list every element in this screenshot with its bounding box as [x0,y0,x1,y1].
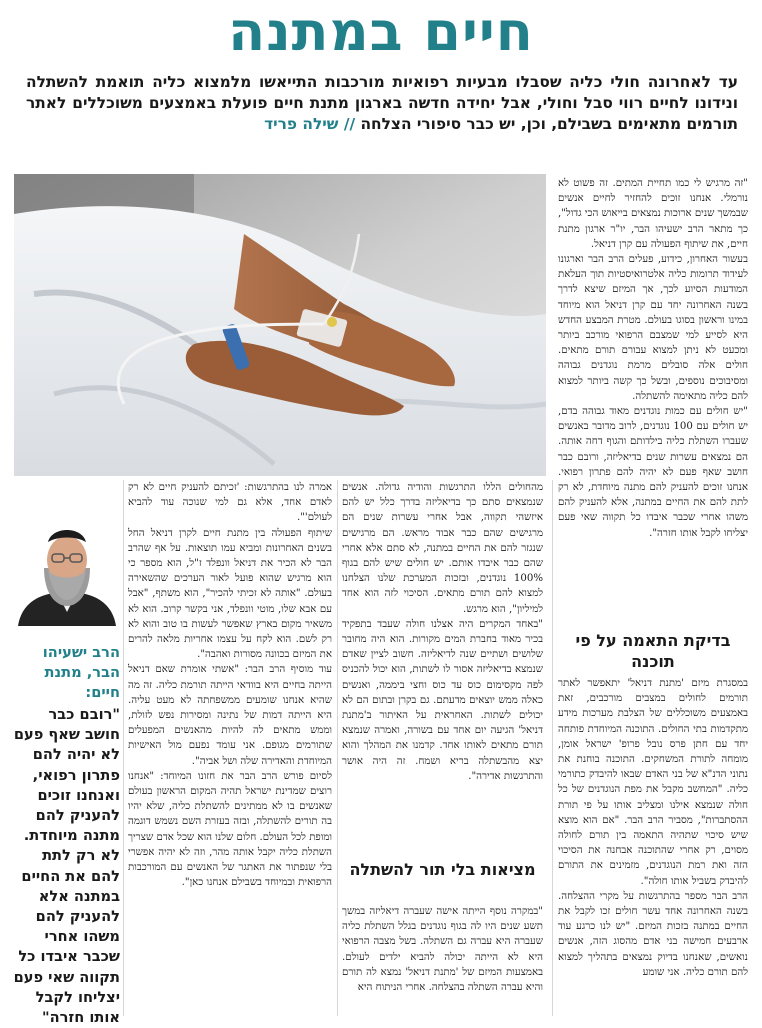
hospital-hand-iv-photo [14,174,546,476]
column-divider-1 [552,480,553,1016]
middle-paragraph-1: מהחולים הללו התרגשות והודיה גדולה. אנשים שנמצאים סתם כך בדיאליזה בדרך כלל יש להם איזשהי תקווה, אבל אחרי עשרות שנים הם מרגישים שהם כבר אבוד מראש. הם מרגישים שנגזר להם את החיים במתנה, לא סתם אלא אחרי שהם כבר איבדו אותם. יש חולים שיש להם בגוף 100% נוגדנים, ובזכות המערכת שלנו הצלחנו למצוא להם תורם מתאים. הסיכוי לזה הוא אחד למיליון", הוא מרגש. [342,482,543,615]
right-paragraph-3: "יש חולים עם כמות נוגדנים מאוד גבוהה בדם, יש חולים עם 100 נוגדנים, לרוב מדובר באנשים שעברו השתלת כליה בילדותם והגוף דחה אותה. הם נמצאים עשרות שנים בדיאליזה, ורובם כבר חושב שאף פעם לא יהיה להם פתרון רפואי. אנחנו זוכים להעניק להם מתנה מיוחדת, לא רק לתת להם את החיים במתנה, אלא להעניק להם משהו אחרי שכבר איבדו כל תקווה שאי פעם יצליחו לקבל אותו חזרה". [558,406,748,539]
rabbi-portrait-photo [14,508,120,626]
right-column-bottom [558,676,748,1016]
left-paragraph-3: עוד מוסיף הרב הבר: "אשתי אומרת שאם דניאל הייתה בחיים היא בוודאי הייתה תורמת כליה. זה מה שהיא אנחנו שומעים ממשפחתה לא מעט עליה. היא הייתה דמות של נתינה ומסירות נפש לזולת, וממש מתאים לה להיות מהאנשים המפעלים שתורמים מגופם. אני עומד נפעם מול האישיות המיוחדת והאדירה שלה ושל אביה". [128,664,332,767]
right-paragraph-5: הרב הבר מספר בהתרגשות על מקרי ההצלחה. בשנה האחרונה אחד עשר חולים זכו לקבל את החיים במתנה בזכות המיזם. "יש לנו כרגע עוד ארבעים חמישה בני אדם מהסוג הזה, אנשים נואשים, שאנחנו בדיוק נמצאים בתהליך למצוא להם תורם כליה. אני שומע [558,890,748,978]
column-divider-3 [123,480,124,1016]
middle-column-top [342,480,543,846]
left-column [128,480,332,1016]
right-paragraph-2: בעשור האחרון, כידוע, פעלים הרב הבר וארגונו לעידוד תרומות כליה אלטרואיסטיות תוך העלאת המודעות הסיוע לכך, אך המיזם שיצא לדרך בשנה האחרונה יחד עם קרן דניאל הוא מיוחד במינו וראשון בסוגו בעולם. מטרת המבצע החדש היא לסייע למי שמצבם הרפואי מורכב ביותר ומכעט לא ניתן למצוא עבורם תורם מתאים. חולים אלה סובלים מרמת נוגדנים גבוהה ומסיבוכים נוספים, ובשל כך קשה ביותר למצוא להם כליה מתאימה להשתלה. [558,254,748,402]
photo-illustration [14,174,546,476]
portrait-illustration [14,508,120,626]
byline: // שילה פריד [264,115,356,133]
subhead-no-waiting-list: מציאות בלי תור להשתלה [349,860,536,879]
column-divider-2 [337,480,338,1016]
article-lead [26,72,738,135]
quote-speaker-name: הרב ישעיהו הבר, מתנת חיים: [42,644,120,701]
article-title: חיים במתנה [228,0,534,63]
left-paragraph-2: שיתוף הפעולה בין מתנת חיים לקרן דניאל החל בשנים האחרונות ומביא עמו תוצאות. על אף שהרב הבר לא הכיר את דניאל וונפלד ז"ל, הוא מספר כי הוא מרגיש שהוא פועל לאור הערכים שהשאירה בעולם. "אותה לא זכיתי להכיר", הוא משתף, "אבל עם אבא שלו, מוטי וונפלד, אני בקשר קרוב. הוא לא משאיר מקום בארץ שאפשר לעשות בו טוב והוא לא רק לשם. הוא לקח על עצמו אחריות מלאה להרים את המיזם בכוונה מסורות ואהבה". [128,527,332,661]
iv-port [327,317,337,327]
left-paragraph-4: לסיום פורש הרב הבר את חזונו המיוחד: "אנחנו רוצים שמדינת ישראל תהיה המקום הראשון בעולם שאנשים בו לא ממתינים להשתלת כליה, שלא יהיו בה תורים להשתלה, ובזה בעזרת השם נשמש דוגמה ומופת לכל העולם. חלום שלנו הוא שכל אדם שצריך השתלת כליה יקבל אותה מהר, וזה לא יהיה אפשרי בלי שנפתור את האתגר של האנשים עם המורכבות הרפואית ובמיוחד בשבילם אנחנו כאן". [128,770,332,889]
pull-quote: "רובם כבר חושב שאף פעם לא יהיה להם פתרון רפואי, ואנחנו זוכים להעניק להם מתנה מיוחדת. לא רק לתת להם את החיים במתנה אלא להעניק להם משהו אחרי שכבר איבדו כל תקווה שאי פעם יצליחו לקבל אותו חזרה" [13,706,120,1027]
right-paragraph-4: במסגרת מיזם 'מתנת דניאל' יתאפשר לאתר תורמים לחולים במצבים מורכבים, זאת באמצעים משוכללים של הצלבת מערכות מידע מתקדמות בתי החולים. התוכנה המיוחדת פותחה יחד עם חתן פרס נובל פרופ' ישראל אומן, מומחה לתורת המשחקים. התוכנה בוחנת את נתוני הדנ"א של בני האדם שבאו להיבדק כתורמי כליה. "המחשב מקבל את מפת הנוגדנים של כל חולה שנמצא אילנו ומצליב אותו על פי תורת ההסתברות", מסביר הרב הבר. "אם הוא מוצא שיש סיכוי שתהיה התאמה בין תורם לחולה מסוים, רק אחרי שהתוכנה אבחנה את הסיכוי הזה ואת רמת הנוגדנים, מזמינים את התורם להיבדק בשביל אותו חולה". [558,678,748,887]
middle-column-bottom [342,904,543,1016]
middle-paragraph-2: "באחד המקרים היה אצלנו חולה שעבד בתפקיד בכיר מאוד בחברת המים מקורות. הוא היה מחובר שלושים ושתיים שנה לדיאליזה. חשוב לציין שאדם שנמצא בדיאליזה אסור לו לשתות, הוא יכול להכניס לפה מקסימום כוס עד כוס וחצי ביממה, ואנשים כאלה ממש יוצאים מדעתם. גם בקרן ובתום הם לא יכולים לשתות. האחראית על האיתור ב'מתנת דניאל' הגיעה יום אחד עם בשורה, ואמרה שנמצא תורם מתאים לאותו אחד. קדמנו את המהלך והוא יצא מהבשתלה בריא ושמח. זה היה אושר והתרגשות אדירה". [342,618,543,782]
lead-text: עד לאחרונה חולי כליה שסבלו מבעיות רפואיות מורכבות התייאשו מלמצוא כליה תואמת להשתלה ונידונו לחיים רווי סבל וחולי, אבל יחידה חדשה בארגון מתנת חיים פועלת באמצעים משוכללים לאתר תורמים מתאימים בשבילם, וכן, יש כבר סיפורי הצלחה [26,73,738,133]
right-column-top [558,176,748,614]
right-paragraph-1: "זה מרגיש לי כמו תחיית המתים. זה פשוט לא נורמלי. אנחנו זוכים להחזיר לחיים אנשים שבמשך שנים ארוכות נמצאים בייאוש הכי גדול", כך מתאר הרב ישעיהו הבר, יו"ר ארגון מתנת חיים, את שיתוף הפעולה עם קרן דניאל. [558,178,748,250]
left-paragraph-1: אמרה לנו בהתרגשות: 'זכיתם להעניק חיים לא רק לאדם אחד, אלא גם למי שנוכה עוד להביא לעולם'". [128,482,332,524]
middle-paragraph-3: "במקרה נוסף הייתה אישה שעברה דיאליזה במשך תשע שנים היו לה בגוף נוגדנים בגלל השתלת כליה שעברה היא עברה גם השתלה. בשל מצבה הרפואי היא לא הייתה יכולה להביא ילדים לעולם. באמצעות המיזם של 'מתנת דניאל' נמצא לה תורם והיא עברה השתלה בהצלחה. אחרי הניתוח היא [342,906,543,994]
subhead-matching-software: בדיקת התאמה על פי תוכנה [575,631,731,671]
